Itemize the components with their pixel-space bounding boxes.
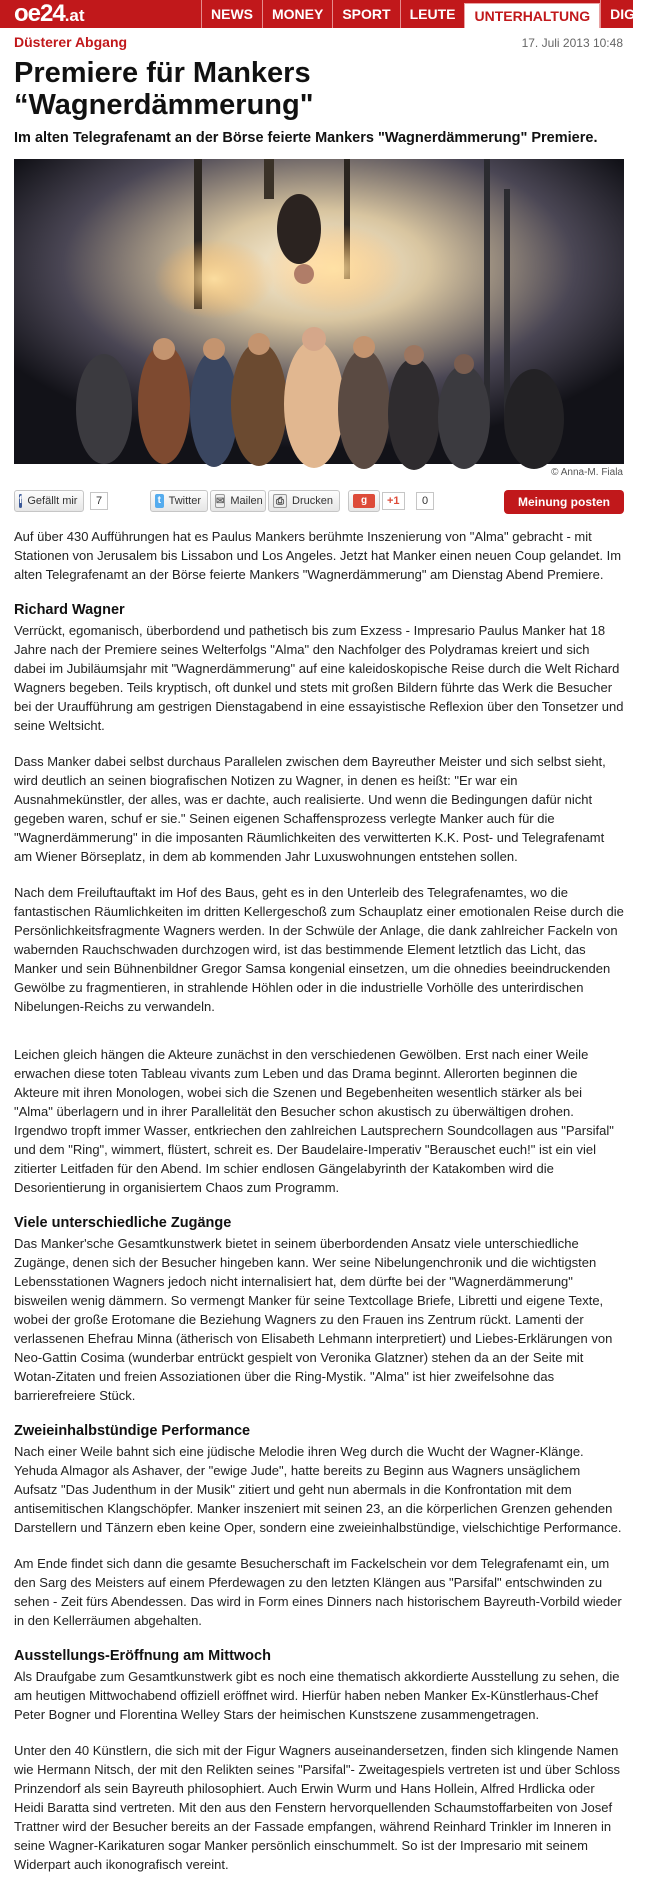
logo-main: oe24 [14, 0, 65, 27]
google-plus-button[interactable] [348, 490, 380, 512]
facebook-like-count: 7 [90, 492, 108, 510]
nav-money[interactable]: MONEY [262, 0, 332, 28]
twitter-button[interactable] [150, 490, 208, 512]
paragraph: Nach dem Freiluftauftakt im Hof des Baus, geht es in den Unterleib des Telegrafenamtes, wo die fantastischen Räumlichkeiten im dritten Kellergeschoß zum Schauplatz einer emotionalen Reise durch die Persönlichkeitsfragmente Wagners werden. In der Schwüle der Anlage, die dank zahlreicher Fackeln von wabernden Rauchschwaden durchzogen wird, ist das bestimmende Element letztlich das Licht, das Manker und sein Bühnenbildner Gregor Samsa kongenial einsetzen, um die ohnedies beeindruckenden Gewölbe zu fragmentieren, in strahlende Höhlen oder in die industrielle Vorhölle des unterirdischen Nibelungen-Reichs zu verwandeln. [14, 885, 624, 1014]
hero-image [14, 159, 624, 464]
twitter-icon: t [155, 494, 164, 508]
paragraph: Unter den 40 Künstlern, die sich mit der Figur Wagners auseinandersetzen, finden sich klingende Namen wie Hermann Nitsch, der mit den Relikten seines "Parsifal"- Zweitagespiels vertreten ist und über Schloss Prinzendorf als sein Bayreuth philosophiert. Auch Erwin Wurm und Hans Hollein, Alfred Hrdlicka oder Heidi Baratta sind vertreten. Mit den aus den Fenstern hervorquellenden Schaumstoffarbeiten von Josef Trattner wird der Besucher bereits an der Fassade empfangen, während Reinhard Trinkler im Inneren in seine Wagner-Karikaturen sogar Manker persönlich einschummelt. So ist der Impresario mit seinem Widerpart auch ikonografisch vereint. [14, 1743, 621, 1872]
paragraph: Als Draufgabe zum Gesamtkunstwerk gibt es noch eine thematisch akkordierte Ausstellung zu sehen, die am heutigen Mittwochabend offiziell eröffnet wird. Hierfür haben neben Manker Ex-Künstlerhaus-Chef Peter Bogner und Florentina Welley Stars der heimischen Kunstszene zusammengetragen. [14, 1669, 620, 1722]
article-title: Premiere für Mankers “Wagnerdämmerung" [14, 57, 314, 121]
print-icon: ⎙ [273, 494, 287, 508]
paragraph: Auf über 430 Aufführungen hat es Paulus Mankers berühmte Inszenierung von "Alma" gebracht - mit Stationen von Jerusalem bis Lissabon und Los Angeles. Jetzt hat Manker einen neuen Coup gelandet. Im alten Telegrafenamt an der Börse feierte Mankers "Wagnerdämmerung" am Dienstag Abend Premiere. [14, 529, 622, 582]
main-nav [201, 0, 648, 28]
paragraph: Nach einer Weile bahnt sich eine jüdische Melodie ihren Weg durch die Wucht der Wagner-Klänge. Yehuda Almagor als Ashaver, der "ewige Jude", hatte bereits zu Beginn aus Wagners unsäglichem Aufsatz "Das Judenthum in der Musik" zitiert und geht nun abermals in die Konfrontation mit dem antisemitischen Klangschöpfer. Manker inszeniert mit seinen 23, an die körperlichen Grenzen gehenden Darstellern und Tänzern eben keine Oper, sondern eine zweieinhalbstündige, vielschichtige Performance. [14, 1444, 622, 1535]
mail-icon: ✉ [216, 496, 225, 507]
subheading: Zweieinhalbstündige Performance [14, 1423, 251, 1439]
paragraph: Verrückt, egomanisch, überbordend und pathetisch bis zum Exzess - Impresario Paulus Manker hat 18 Jahre nach der Premiere seines Welterfolgs "Alma" den Nachfolger des Polydramas kreiert und sich dabei im Jubiläumsjahr mit "Wagnerdämmerung" auf eine kaleidoskopische Reise durch die Welt Richard Wagners begeben. Teils kryptisch, oft dunkel und stets mit großen Bildern führte das Werk die Besucher bei der Uraufführung am gestrigen Dienstagabend in eine essayistische Reflexion über den Tonsetzer und seine Weltsicht. [14, 623, 624, 733]
google-plus-icon: g [353, 494, 375, 508]
paragraph: Das Manker'sche Gesamtkunstwerk bietet in seinem überbordenden Ansatz viele unterschiedliche Zugänge, denen sich der Besucher hingeben kann. Wer seine Nibelungenchronik und die wichtigsten Lebensstationen Wagners jedoch nicht internalisiert hat, dem dürfte bei der "Wagnerdämmerung" bisweilen wenig dämmern. So vermengt Manker für seine Textcollage Briefe, Libretti und eigene Texte, wobei der große Erotomane die Beziehung Wagners zu den Frauen ins Zentrum rückt. Lamenti der verlassenen Ehefrau Minna (ätherisch von Elisabeth Lehmann interpretiert) und Liebes-Erklärungen von Neo-Gattin Cosima (wunderbar entrückt gespielt von Veronika Glatzner) stehen da an der Seite mit Wotan-Zitaten und freien Assoziationen über die Ring-Mystik. "Alma" ist hier zweifelsohne das barrierefreiere Stück. [14, 1236, 613, 1403]
image-credit: © Anna-M. Fiala [551, 467, 623, 478]
paragraph: Dass Manker dabei selbst durchaus Parallelen zwischen dem Bayreuther Meister und sich selbst sieht, wird deutlich an seinen biografischen Notizen zu Wagner, in denen es heißt: "Er war ein Ausnahmekünstler, der alles, was er dachte, auch realisierte. Und wenn die Bedingungen dafür nicht gegeben waren, schuf er sie." Seinen eigenen Schaffensprozess verlegte Manker auch für die "Wagnerdämmerung" in die imposanten Räumlichkeiten des verwitterten K.K. Post- und Telegrafenamt am Wiener Börseplatz, in dem ab kommenden Jahr Luxuswohnungen entstehen sollen. [14, 754, 606, 864]
mail-label: Mailen [230, 495, 263, 507]
article-body [14, 527, 624, 1891]
paragraph: Am Ende findet sich dann die gesamte Besucherschaft im Fackelschein vor dem Telegrafenamt ein, um den Sarg des Meisters auf einem Pferdewagen zu den letzten Klängen aus "Parsifal" entschwinden zu sehen - Zeit fürs Abendessen. Das wird in Form eines Dinners nach historischem Bayreuth-Vorbild wieder in den Kellerräumen abgehalten. [14, 1556, 622, 1628]
social-share-bar [14, 490, 624, 514]
print-button[interactable] [268, 490, 340, 512]
nav-news[interactable]: NEWS [201, 0, 262, 28]
stage-photo [14, 159, 624, 464]
logo-ext: .at [64, 6, 85, 25]
print-label: Drucken [292, 495, 333, 507]
google-plus-label: +1 [382, 492, 405, 510]
twitter-label: Twitter [168, 495, 201, 507]
post-opinion-button[interactable]: Meinung posten [504, 490, 624, 514]
article-lead: Im alten Telegrafenamt an der Börse feierte Mankers "Wagnerdämmerung" Premiere. [14, 130, 598, 146]
paragraph: Leichen gleich hängen die Akteure zunächst in den verschiedenen Gewölben. Erst nach einer Weile erwachen diese toten Tableau vivants zum Leben und das Drama beginnt. Allerorten beginnen die Akteure mit ihren Monologen, wobei sich die Szenen und Begebenheiten wesentlich stärker als bei "Alma" überlagern und in ihrer Parallelität den Besucher schon akustisch zu überwältigen drohen. Irgendwo tropft immer Wasser, entkriechen den zahlreichen Lautsprechern Soundcollagen aus "Parsifal" und dem "Ring", wimmert, flüstert, schreit es. Der Baudelaire-Imperativ "Berauschet euch!" ist ein viel zitierter Leitfaden für den Abend. Im schier endlosen Gängelabyrinth der Katakomben wird die Desorientierung in organisiertem Chaos zum Programm. [14, 1047, 614, 1195]
facebook-like-label: Gefällt mir [27, 495, 78, 507]
subheading: Viele unterschiedliche Zugänge [14, 1215, 232, 1231]
article-date: 17. Juli 2013 10:48 [521, 36, 623, 50]
nav-sport[interactable]: SPORT [332, 0, 399, 28]
site-logo[interactable] [14, 1, 85, 27]
nav-digi[interactable]: DIGI [600, 0, 648, 28]
nav-leute[interactable]: LEUTE [400, 0, 465, 28]
subheading: Ausstellungs-Eröffnung am Mittwoch [14, 1648, 271, 1664]
top-navigation-bar [0, 0, 639, 28]
facebook-icon: f [19, 495, 23, 506]
subheading: Richard Wagner [14, 602, 125, 618]
google-plus-count: 0 [416, 492, 434, 510]
nav-unterhaltung[interactable]: UNTERHALTUNG [464, 3, 600, 28]
facebook-like-button[interactable] [14, 490, 84, 512]
mail-button[interactable] [210, 490, 266, 512]
article-kicker: Düsterer Abgang [14, 34, 128, 50]
